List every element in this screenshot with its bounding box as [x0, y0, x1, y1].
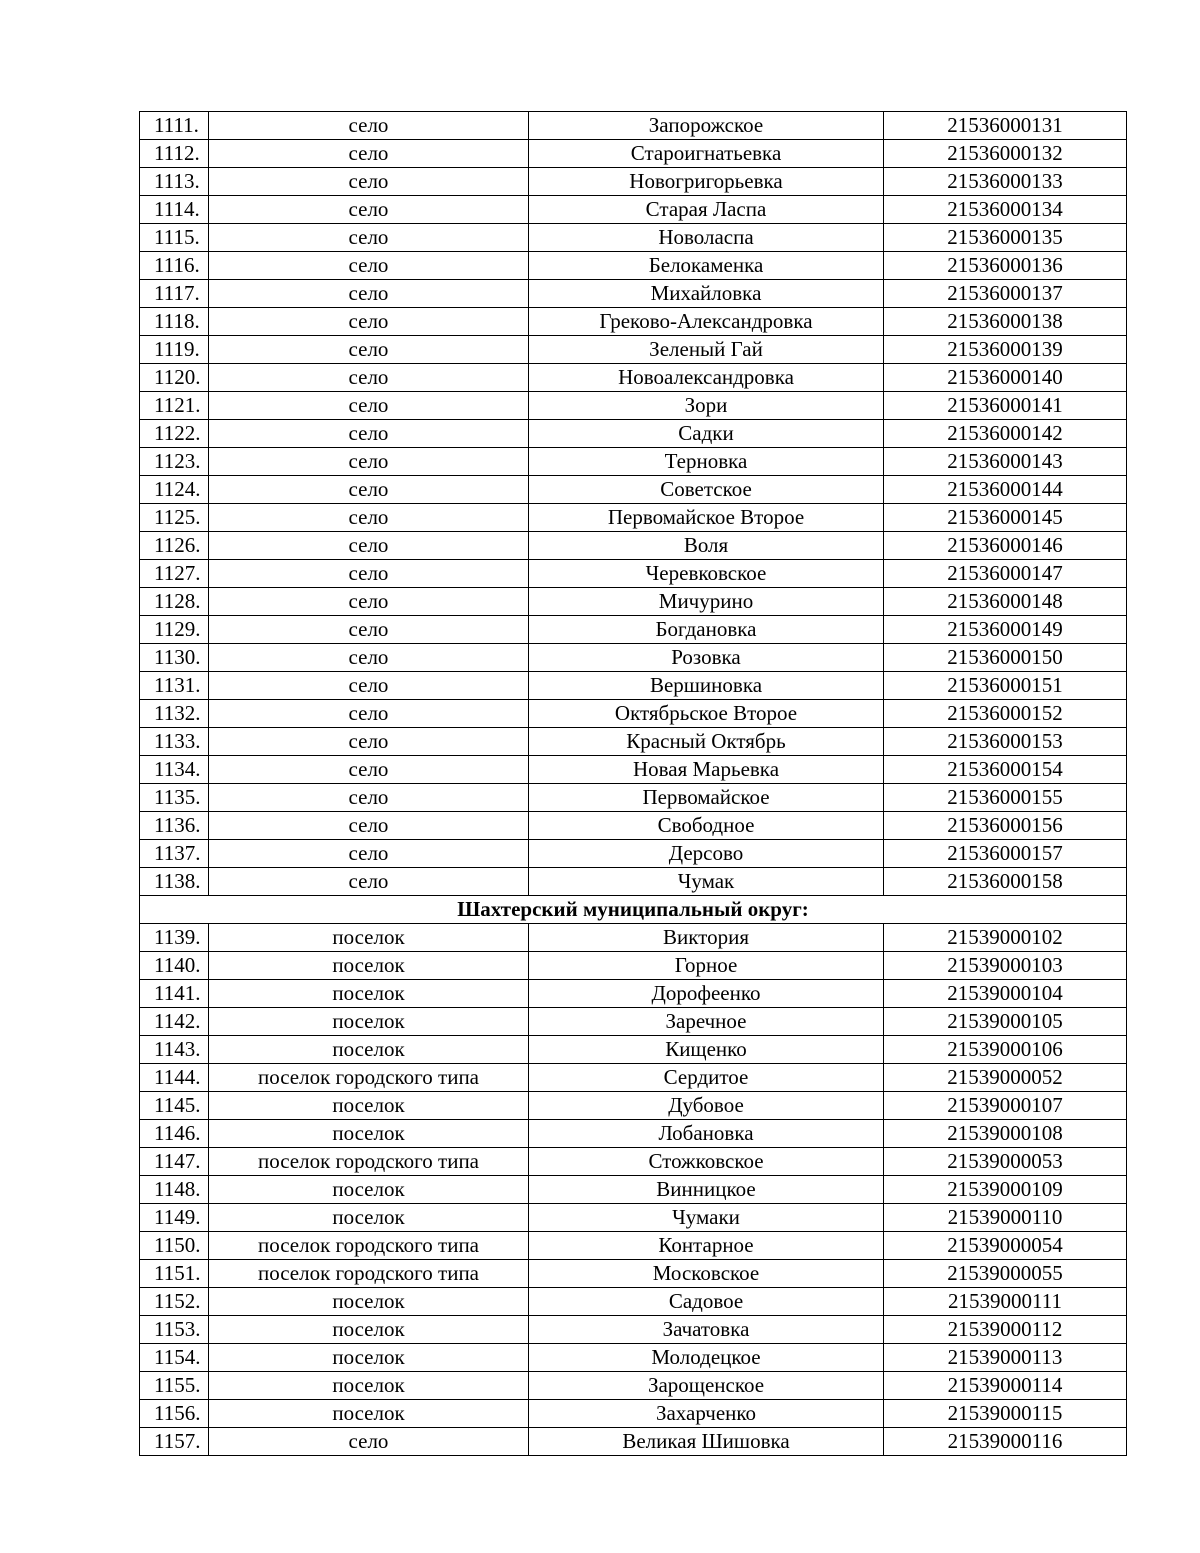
settlement-type: поселок [209, 1400, 529, 1428]
settlement-type: поселок [209, 1288, 529, 1316]
settlement-type: поселок [209, 1316, 529, 1344]
settlement-name: Чумаки [529, 1204, 884, 1232]
settlement-name: Свободное [529, 812, 884, 840]
settlement-type: село [209, 840, 529, 868]
row-number: 1114. [140, 196, 209, 224]
settlement-name: Московское [529, 1260, 884, 1288]
row-number: 1118. [140, 308, 209, 336]
table-row [140, 224, 1127, 252]
table-row [140, 112, 1127, 140]
row-number: 1123. [140, 448, 209, 476]
table-row [140, 1120, 1127, 1148]
settlement-name: Советское [529, 476, 884, 504]
row-number: 1134. [140, 756, 209, 784]
settlement-type: поселок городского типа [209, 1260, 529, 1288]
table-row [140, 784, 1127, 812]
settlement-name: Черевковское [529, 560, 884, 588]
settlement-code: 21536000152 [884, 700, 1127, 728]
settlement-name: Зори [529, 392, 884, 420]
settlement-name: Садовое [529, 1288, 884, 1316]
settlement-name: Чумак [529, 868, 884, 896]
settlement-type: село [209, 812, 529, 840]
table-row [140, 1344, 1127, 1372]
settlement-type: поселок [209, 1008, 529, 1036]
table-row [140, 1036, 1127, 1064]
settlement-code: 21536000132 [884, 140, 1127, 168]
settlement-code: 21536000149 [884, 616, 1127, 644]
settlement-name: Винницкое [529, 1176, 884, 1204]
row-number: 1145. [140, 1092, 209, 1120]
row-number: 1147. [140, 1148, 209, 1176]
settlement-name: Виктория [529, 924, 884, 952]
row-number: 1120. [140, 364, 209, 392]
row-number: 1117. [140, 280, 209, 308]
settlement-type: село [209, 784, 529, 812]
table-row [140, 504, 1127, 532]
table-row [140, 1232, 1127, 1260]
row-number: 1113. [140, 168, 209, 196]
settlement-code: 21536000134 [884, 196, 1127, 224]
settlement-type: поселок [209, 924, 529, 952]
settlement-type: поселок городского типа [209, 1232, 529, 1260]
row-number: 1124. [140, 476, 209, 504]
settlement-name: Горное [529, 952, 884, 980]
settlement-name: Розовка [529, 644, 884, 672]
settlement-code: 21536000147 [884, 560, 1127, 588]
settlement-code: 21539000114 [884, 1372, 1127, 1400]
settlement-name: Греково-Александровка [529, 308, 884, 336]
settlement-name: Октябрьское Второе [529, 700, 884, 728]
table-row [140, 700, 1127, 728]
settlement-code: 21536000148 [884, 588, 1127, 616]
settlement-code: 21536000154 [884, 756, 1127, 784]
settlement-name: Богдановка [529, 616, 884, 644]
row-number: 1143. [140, 1036, 209, 1064]
row-number: 1132. [140, 700, 209, 728]
table-row [140, 1204, 1127, 1232]
table-row [140, 1148, 1127, 1176]
settlement-type: поселок городского типа [209, 1064, 529, 1092]
settlement-name: Мичурино [529, 588, 884, 616]
settlement-code: 21536000155 [884, 784, 1127, 812]
settlement-code: 21536000139 [884, 336, 1127, 364]
settlement-code: 21536000153 [884, 728, 1127, 756]
settlement-code: 21536000150 [884, 644, 1127, 672]
settlement-code: 21539000055 [884, 1260, 1127, 1288]
table-row [140, 168, 1127, 196]
settlements-table-body [140, 112, 1127, 1456]
table-row [140, 840, 1127, 868]
settlement-code: 21536000141 [884, 392, 1127, 420]
settlement-type: село [209, 728, 529, 756]
settlement-code: 21539000102 [884, 924, 1127, 952]
table-row [140, 728, 1127, 756]
table-row [140, 1092, 1127, 1120]
settlement-code: 21536000142 [884, 420, 1127, 448]
settlement-type: село [209, 168, 529, 196]
settlement-code: 21536000135 [884, 224, 1127, 252]
table-row [140, 476, 1127, 504]
settlement-name: Новая Марьевка [529, 756, 884, 784]
row-number: 1144. [140, 1064, 209, 1092]
settlement-name: Сердитое [529, 1064, 884, 1092]
settlement-type: село [209, 420, 529, 448]
settlement-type: поселок [209, 1036, 529, 1064]
row-number: 1112. [140, 140, 209, 168]
row-number: 1151. [140, 1260, 209, 1288]
settlement-type: село [209, 336, 529, 364]
row-number: 1152. [140, 1288, 209, 1316]
settlement-code: 21539000108 [884, 1120, 1127, 1148]
settlement-code: 21536000157 [884, 840, 1127, 868]
settlement-type: село [209, 560, 529, 588]
settlement-name: Зачатовка [529, 1316, 884, 1344]
settlement-code: 21536000140 [884, 364, 1127, 392]
settlement-name: Садки [529, 420, 884, 448]
settlement-code: 21539000104 [884, 980, 1127, 1008]
settlement-name: Вершиновка [529, 672, 884, 700]
settlement-type: село [209, 672, 529, 700]
table-row [140, 672, 1127, 700]
settlement-code: 21539000052 [884, 1064, 1127, 1092]
table-row [140, 308, 1127, 336]
table-row [140, 868, 1127, 896]
settlement-type: село [209, 280, 529, 308]
settlement-type: село [209, 112, 529, 140]
row-number: 1139. [140, 924, 209, 952]
settlement-name: Лобановка [529, 1120, 884, 1148]
table-row [140, 1400, 1127, 1428]
settlement-type: село [209, 308, 529, 336]
settlement-name: Кищенко [529, 1036, 884, 1064]
settlement-type: поселок [209, 1120, 529, 1148]
settlement-code: 21536000138 [884, 308, 1127, 336]
table-row [140, 1428, 1127, 1456]
settlement-name: Зарощенское [529, 1372, 884, 1400]
row-number: 1125. [140, 504, 209, 532]
row-number: 1138. [140, 868, 209, 896]
table-row [140, 1372, 1127, 1400]
table-row [140, 1288, 1127, 1316]
table-row [140, 364, 1127, 392]
settlement-name: Стожковское [529, 1148, 884, 1176]
row-number: 1154. [140, 1344, 209, 1372]
row-number: 1128. [140, 588, 209, 616]
settlement-type: село [209, 140, 529, 168]
row-number: 1146. [140, 1120, 209, 1148]
table-row [140, 644, 1127, 672]
table-row [140, 756, 1127, 784]
table-row [140, 448, 1127, 476]
settlement-name: Староигнатьевка [529, 140, 884, 168]
table-row [140, 616, 1127, 644]
row-number: 1119. [140, 336, 209, 364]
settlement-name: Заречное [529, 1008, 884, 1036]
row-number: 1135. [140, 784, 209, 812]
table-row [140, 1176, 1127, 1204]
settlement-type: село [209, 476, 529, 504]
settlement-name: Новогригорьевка [529, 168, 884, 196]
settlement-type: поселок [209, 1204, 529, 1232]
settlement-name: Первомайское Второе [529, 504, 884, 532]
settlement-name: Старая Ласпа [529, 196, 884, 224]
row-number: 1140. [140, 952, 209, 980]
settlement-type: поселок [209, 1176, 529, 1204]
settlement-name: Новоласпа [529, 224, 884, 252]
settlement-code: 21536000151 [884, 672, 1127, 700]
settlement-code: 21539000054 [884, 1232, 1127, 1260]
settlement-code: 21539000111 [884, 1288, 1127, 1316]
settlement-name: Запорожское [529, 112, 884, 140]
settlement-type: поселок [209, 1372, 529, 1400]
settlement-name: Новоалександровка [529, 364, 884, 392]
settlement-type: село [209, 448, 529, 476]
row-number: 1122. [140, 420, 209, 448]
row-number: 1111. [140, 112, 209, 140]
table-row [140, 1260, 1127, 1288]
settlement-name: Дерсово [529, 840, 884, 868]
settlement-code: 21536000146 [884, 532, 1127, 560]
settlement-name: Первомайское [529, 784, 884, 812]
settlement-code: 21536000133 [884, 168, 1127, 196]
table-row [140, 588, 1127, 616]
settlement-code: 21539000106 [884, 1036, 1127, 1064]
table-row [140, 560, 1127, 588]
table-row [140, 196, 1127, 224]
settlement-code: 21539000107 [884, 1092, 1127, 1120]
settlement-type: поселок [209, 1344, 529, 1372]
settlement-type: село [209, 616, 529, 644]
settlement-code: 21536000144 [884, 476, 1127, 504]
settlement-name: Дорофеенко [529, 980, 884, 1008]
table-row [140, 1316, 1127, 1344]
settlement-type: село [209, 868, 529, 896]
table-row [140, 140, 1127, 168]
settlement-type: село [209, 1428, 529, 1456]
settlement-code: 21539000113 [884, 1344, 1127, 1372]
settlement-name: Захарченко [529, 1400, 884, 1428]
settlement-type: село [209, 700, 529, 728]
settlement-type: село [209, 364, 529, 392]
settlement-code: 21536000156 [884, 812, 1127, 840]
settlement-type: село [209, 252, 529, 280]
settlement-code: 21539000105 [884, 1008, 1127, 1036]
settlement-code: 21539000115 [884, 1400, 1127, 1428]
settlement-code: 21539000112 [884, 1316, 1127, 1344]
table-row [140, 336, 1127, 364]
settlement-code: 21539000103 [884, 952, 1127, 980]
settlement-type: село [209, 196, 529, 224]
settlement-type: поселок городского типа [209, 1148, 529, 1176]
settlement-code: 21536000145 [884, 504, 1127, 532]
row-number: 1153. [140, 1316, 209, 1344]
settlement-name: Молодецкое [529, 1344, 884, 1372]
settlement-code: 21536000158 [884, 868, 1127, 896]
row-number: 1131. [140, 672, 209, 700]
row-number: 1141. [140, 980, 209, 1008]
row-number: 1149. [140, 1204, 209, 1232]
table-row [140, 392, 1127, 420]
table-row [140, 1008, 1127, 1036]
settlement-type: село [209, 644, 529, 672]
row-number: 1126. [140, 532, 209, 560]
table-row [140, 532, 1127, 560]
settlement-code: 21536000143 [884, 448, 1127, 476]
settlement-type: село [209, 756, 529, 784]
row-number: 1121. [140, 392, 209, 420]
settlement-code: 21539000053 [884, 1148, 1127, 1176]
settlement-type: село [209, 504, 529, 532]
table-row [140, 420, 1127, 448]
settlement-name: Белокаменка [529, 252, 884, 280]
row-number: 1116. [140, 252, 209, 280]
settlement-type: поселок [209, 980, 529, 1008]
settlement-code: 21536000136 [884, 252, 1127, 280]
table-row [140, 280, 1127, 308]
table-row [140, 952, 1127, 980]
settlement-code: 21536000137 [884, 280, 1127, 308]
settlement-code: 21539000109 [884, 1176, 1127, 1204]
row-number: 1133. [140, 728, 209, 756]
settlement-name: Терновка [529, 448, 884, 476]
settlement-type: село [209, 392, 529, 420]
table-row [140, 812, 1127, 840]
row-number: 1150. [140, 1232, 209, 1260]
section-header-row [140, 896, 1127, 924]
settlement-name: Великая Шишовка [529, 1428, 884, 1456]
row-number: 1127. [140, 560, 209, 588]
row-number: 1130. [140, 644, 209, 672]
settlement-name: Зеленый Гай [529, 336, 884, 364]
settlement-type: село [209, 588, 529, 616]
settlement-type: село [209, 532, 529, 560]
settlement-code: 21539000116 [884, 1428, 1127, 1456]
row-number: 1142. [140, 1008, 209, 1036]
row-number: 1157. [140, 1428, 209, 1456]
settlement-code: 21536000131 [884, 112, 1127, 140]
settlement-code: 21539000110 [884, 1204, 1127, 1232]
settlement-name: Воля [529, 532, 884, 560]
row-number: 1115. [140, 224, 209, 252]
row-number: 1155. [140, 1372, 209, 1400]
settlement-name: Михайловка [529, 280, 884, 308]
settlement-type: поселок [209, 952, 529, 980]
settlements-table [139, 111, 1127, 1456]
table-row [140, 1064, 1127, 1092]
row-number: 1136. [140, 812, 209, 840]
row-number: 1137. [140, 840, 209, 868]
table-row [140, 980, 1127, 1008]
row-number: 1129. [140, 616, 209, 644]
settlement-name: Дубовое [529, 1092, 884, 1120]
table-row [140, 924, 1127, 952]
settlement-name: Контарное [529, 1232, 884, 1260]
settlement-type: село [209, 224, 529, 252]
section-heading: Шахтерский муниципальный округ: [140, 896, 1127, 924]
settlement-name: Красный Октябрь [529, 728, 884, 756]
table-row [140, 252, 1127, 280]
settlement-type: поселок [209, 1092, 529, 1120]
row-number: 1156. [140, 1400, 209, 1428]
row-number: 1148. [140, 1176, 209, 1204]
